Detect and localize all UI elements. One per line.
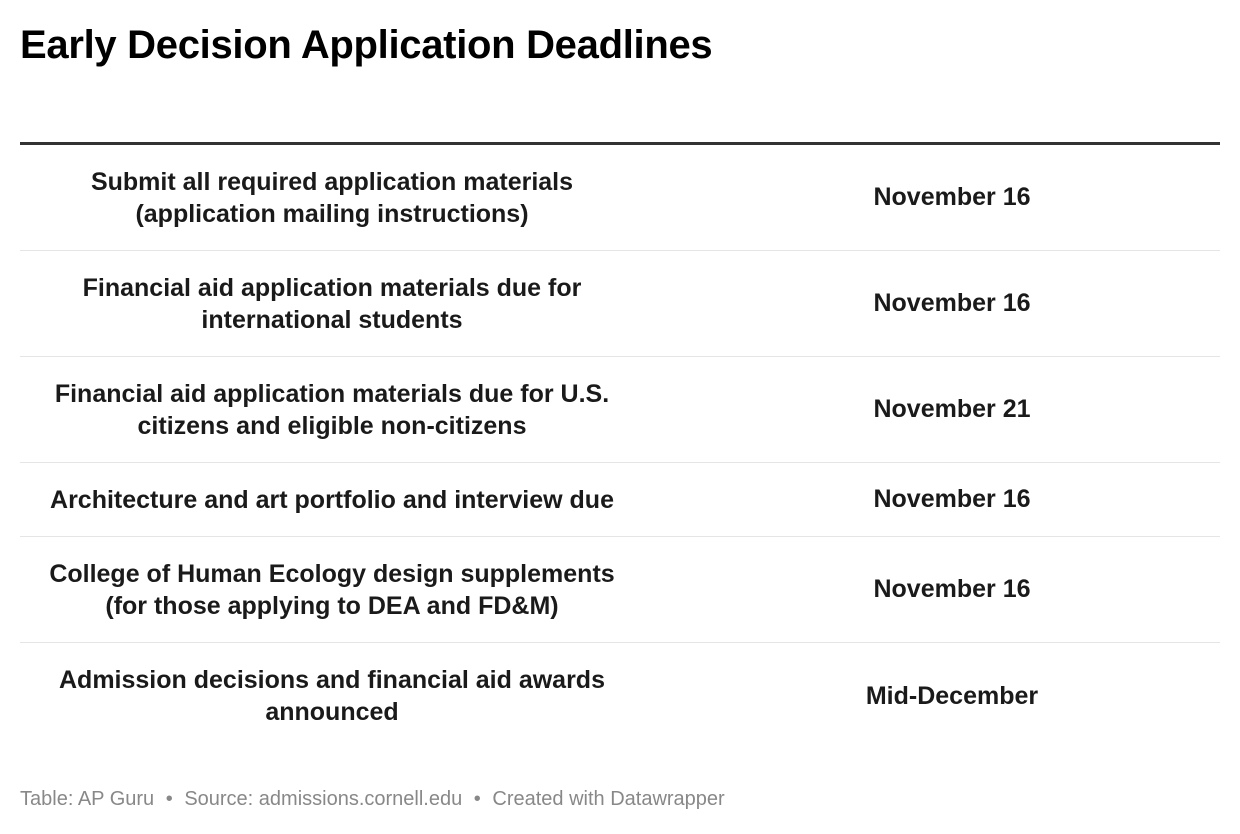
row-label xyxy=(20,664,644,728)
row-date: November 16 xyxy=(873,575,1031,603)
row-label-line: College of Human Ecology design supplements xyxy=(49,559,615,588)
table-row xyxy=(20,463,1220,537)
row-label-line: international students xyxy=(201,305,463,334)
row-label xyxy=(20,166,644,230)
row-label-line: Submit all required application materials xyxy=(90,167,574,196)
row-label-line: (for those applying to DEA and FD&M) xyxy=(105,591,559,620)
row-label-line: (application mailing instructions) xyxy=(135,199,529,228)
footer-separator: • xyxy=(165,788,173,810)
row-label-line: Architecture and art portfolio and interview due xyxy=(50,485,614,514)
row-label xyxy=(20,272,644,336)
row-label-line: announced xyxy=(265,698,399,726)
chart-footer xyxy=(20,788,725,811)
footer-separator: • xyxy=(473,788,481,810)
chart-title: Early Decision Application Deadlines xyxy=(20,23,713,67)
table-row xyxy=(20,643,1220,749)
source-note: Source: admissions.cornell.edu xyxy=(184,788,463,810)
table-row xyxy=(20,251,1220,357)
row-label xyxy=(20,558,644,622)
row-label xyxy=(20,378,644,442)
created-with-note: Created with Datawrapper xyxy=(492,788,725,810)
table-row xyxy=(20,357,1220,463)
row-date: Mid-December xyxy=(865,681,1039,710)
deadlines-table xyxy=(20,142,1220,749)
row-label-line: Admission decisions and financial aid awards xyxy=(59,666,605,694)
row-label-line: Financial aid application materials due for xyxy=(82,273,582,302)
row-label-line: citizens and eligible non-citizens xyxy=(137,411,527,440)
row-label xyxy=(20,484,644,516)
table-credit: Table: AP Guru xyxy=(20,788,155,810)
row-date: November 16 xyxy=(873,485,1031,513)
row-label-line: Financial aid application materials due for U.S. xyxy=(54,379,610,408)
table-row xyxy=(20,145,1220,251)
table-row xyxy=(20,537,1220,643)
row-date: November 16 xyxy=(873,289,1031,317)
row-date: November 21 xyxy=(873,395,1031,423)
row-date: November 16 xyxy=(873,183,1031,211)
